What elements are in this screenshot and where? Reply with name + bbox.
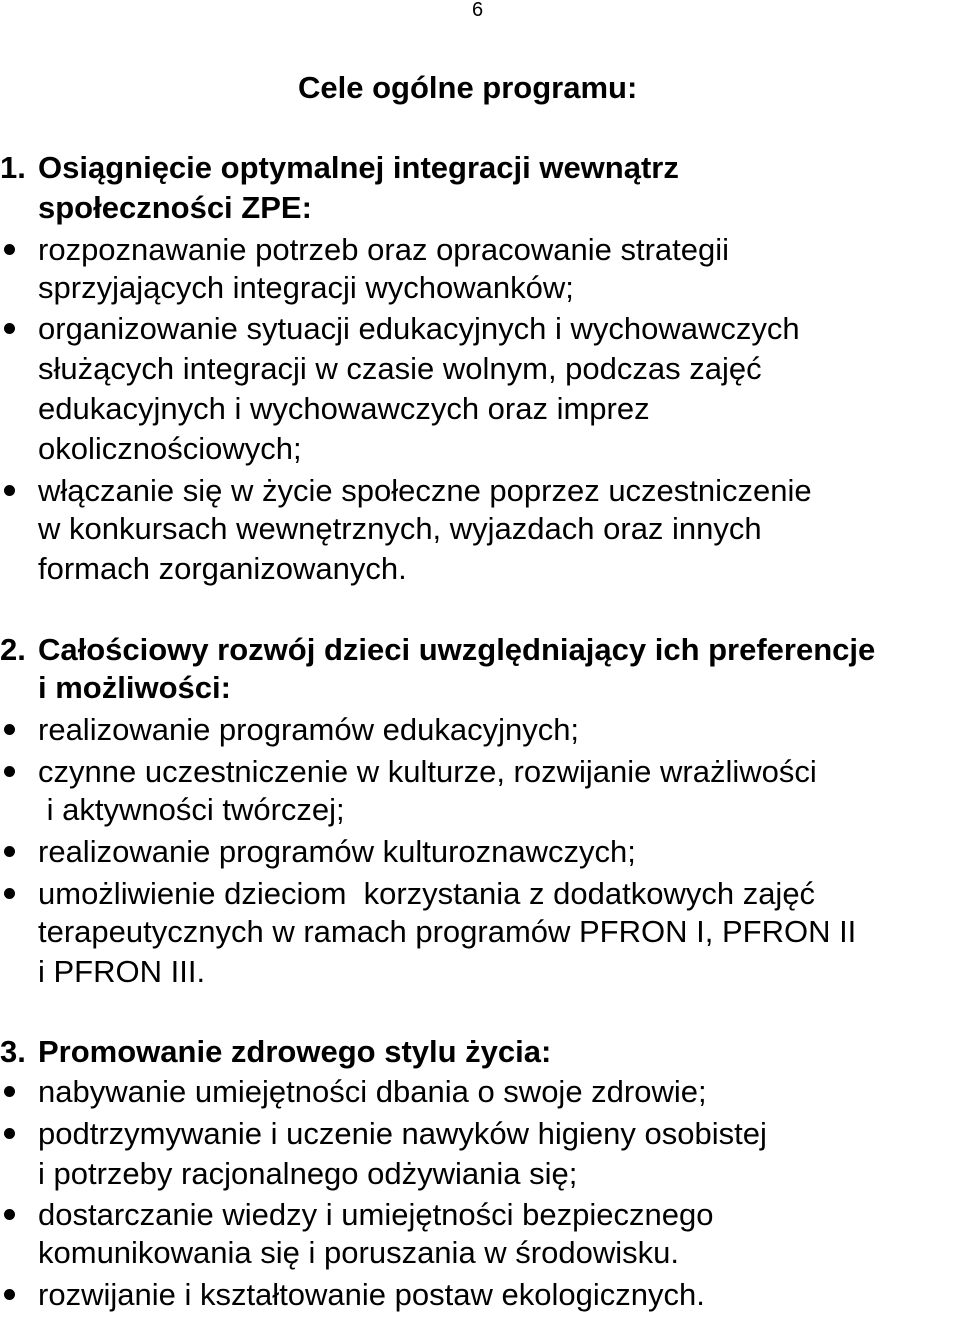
- bullet: [4, 766, 15, 777]
- list-item-line: terapeutycznych w ramach programów PFRON I, PFRON II: [38, 914, 857, 949]
- list-item-line: realizowanie programów kulturoznawczych;: [38, 834, 636, 869]
- bullet: [4, 1289, 15, 1300]
- bullet: [4, 323, 15, 334]
- bullet: [4, 724, 15, 735]
- list-item-line: sprzyjających integracji wychowanków;: [38, 270, 574, 305]
- list-item-line: służących integracji w czasie wolnym, podczas zajęć: [38, 351, 762, 386]
- list-item-line: i PFRON III.: [38, 954, 206, 989]
- page-number: 6: [472, 0, 484, 21]
- list-item-line: realizowanie programów edukacyjnych;: [38, 712, 580, 747]
- list-item-line: dostarczanie wiedzy i umiejętności bezpiecznego: [38, 1197, 714, 1232]
- bullet: [4, 1128, 15, 1139]
- list-item-line: i aktywności twórczej;: [38, 792, 345, 827]
- section-1-heading-line-1: Osiągnięcie optymalnej integracji wewnątrz: [38, 150, 679, 185]
- section-2-number: 2.: [0, 632, 26, 667]
- list-item-line: rozwijanie i kształtowanie postaw ekologicznych.: [38, 1277, 705, 1312]
- bullet: [4, 244, 15, 255]
- section-1-number: 1.: [0, 150, 26, 185]
- list-item-line: podtrzymywanie i uczenie nawyków higieny osobistej: [38, 1116, 767, 1151]
- section-1-heading-line-2: społeczności ZPE:: [38, 190, 312, 225]
- list-item-line: w konkursach wewnętrznych, wyjazdach oraz innych: [38, 511, 762, 546]
- list-item-line: komunikowania się i poruszania w środowisku.: [38, 1235, 679, 1270]
- bullet: [4, 485, 15, 496]
- list-item-line: czynne uczestniczenie w kulturze, rozwijanie wrażliwości: [38, 754, 817, 789]
- list-item-line: formach zorganizowanych.: [38, 551, 407, 586]
- section-2-heading-line-2: i możliwości:: [38, 670, 231, 705]
- bullet: [4, 1086, 15, 1097]
- list-item-line: i potrzeby racjonalnego odżywiania się;: [38, 1156, 578, 1191]
- list-item-line: nabywanie umiejętności dbania o swoje zdrowie;: [38, 1074, 707, 1109]
- list-item-line: edukacyjnych i wychowawczych oraz imprez: [38, 391, 650, 426]
- section-3-heading: Promowanie zdrowego stylu życia:: [38, 1034, 552, 1069]
- list-item-line: umożliwienie dzieciom korzystania z dodatkowych zajęć: [38, 876, 816, 911]
- section-3-number: 3.: [0, 1034, 26, 1069]
- bullet: [4, 846, 15, 857]
- list-item-line: rozpoznawanie potrzeb oraz opracowanie strategii: [38, 232, 730, 267]
- list-item-line: organizowanie sytuacji edukacyjnych i wychowawczych: [38, 311, 800, 346]
- bullet: [4, 1209, 15, 1220]
- list-item-line: okolicznościowych;: [38, 431, 302, 466]
- page-title: Cele ogólne programu:: [298, 70, 638, 105]
- bullet: [4, 888, 15, 899]
- list-item-line: włączanie się w życie społeczne poprzez uczestniczenie: [38, 473, 812, 508]
- section-2-heading-line-1: Całościowy rozwój dzieci uwzględniający ich preferencje: [38, 632, 876, 667]
